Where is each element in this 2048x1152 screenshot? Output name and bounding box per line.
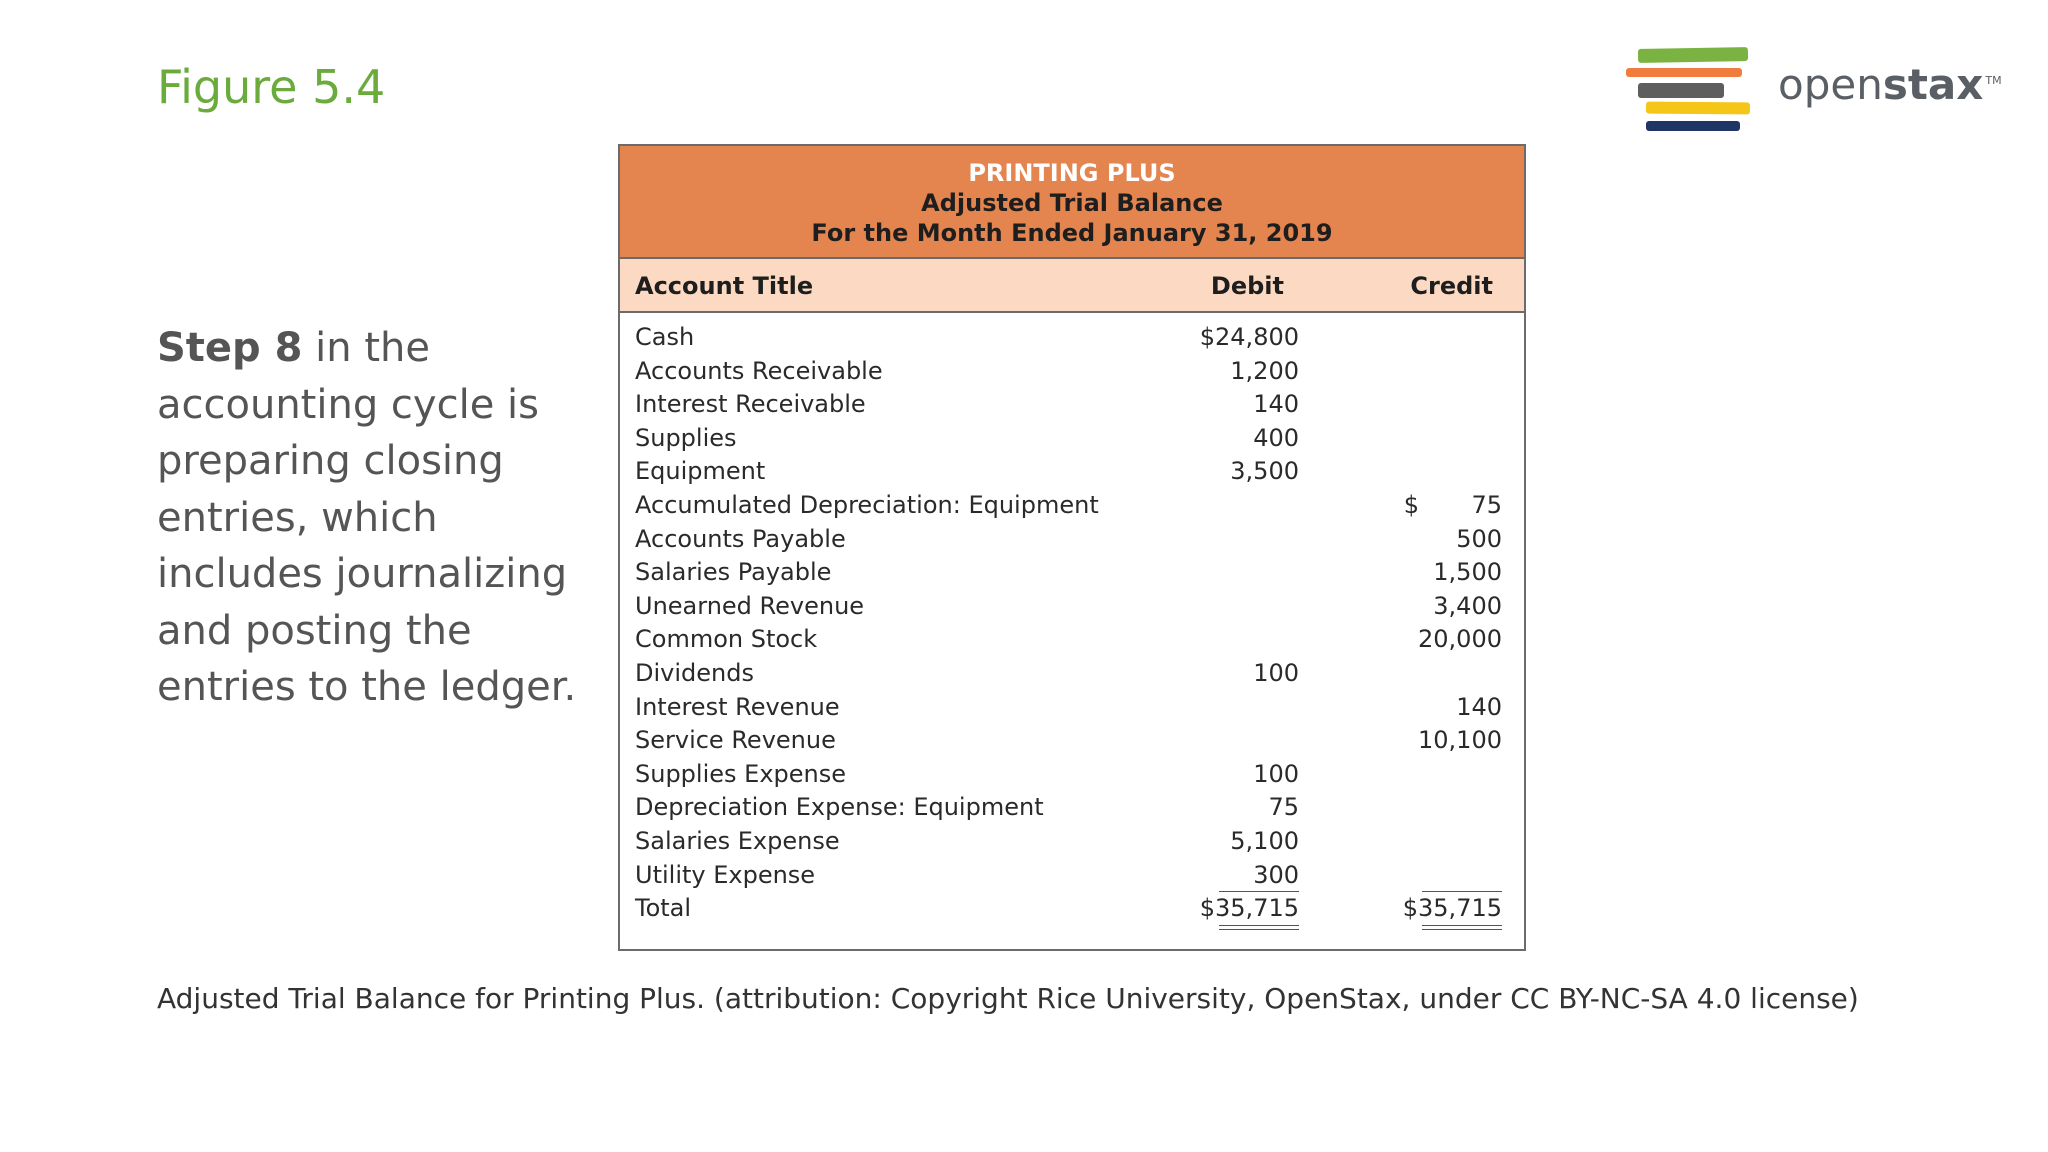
credit-cell: 10,100 <box>1418 726 1502 755</box>
account-title-cell: Salaries Expense <box>635 826 840 855</box>
table-body <box>620 313 1524 926</box>
credit-cell: 3,400 <box>1433 591 1502 620</box>
table-row <box>620 355 1524 389</box>
trial-balance-table <box>618 144 1526 951</box>
step-text: in the accounting cycle is preparing closing entries, which includes journalizing and posting the entries to the ledger. <box>157 325 577 710</box>
debit-cell: 100 <box>1253 759 1299 788</box>
account-title-cell: Interest Receivable <box>635 390 866 419</box>
logo-book-bar <box>1638 47 1748 63</box>
column-header-debit: Debit <box>1210 272 1284 300</box>
account-title-cell: Supplies <box>635 423 737 452</box>
debit-cell: $24,800 <box>1199 323 1299 351</box>
debit-subtotal-rule <box>1219 891 1299 892</box>
account-title-cell: Service Revenue <box>635 726 836 755</box>
logo-book-bar <box>1638 83 1724 98</box>
table-row <box>620 590 1524 624</box>
credit-dollar-sign: $ <box>1403 490 1419 519</box>
logo-text-bold: stax <box>1882 60 1984 109</box>
table-row <box>620 388 1524 422</box>
account-title-cell: Accounts Payable <box>635 524 846 553</box>
debit-cell: 300 <box>1253 860 1299 889</box>
table-row <box>620 691 1524 725</box>
table-row <box>620 657 1524 691</box>
table-row <box>620 556 1524 590</box>
statement-name: Adjusted Trial Balance <box>921 189 1223 217</box>
table-row <box>620 321 1524 355</box>
debit-total-double-rule <box>1219 925 1299 930</box>
figure-title: Figure 5.4 <box>157 60 386 114</box>
credit-cell: 500 <box>1456 524 1502 553</box>
account-title-cell: Accumulated Depreciation: Equipment <box>635 490 1099 519</box>
statement-period: For the Month Ended January 31, 2019 <box>811 219 1333 247</box>
account-title-cell: Unearned Revenue <box>635 591 865 620</box>
table-row <box>620 791 1524 825</box>
account-title-cell: Total <box>635 894 692 923</box>
logo-book-bar <box>1646 102 1750 115</box>
table-row <box>620 859 1524 893</box>
debit-cell: 1,200 <box>1230 356 1299 385</box>
debit-cell: 100 <box>1253 658 1299 687</box>
total-row <box>620 892 1524 926</box>
table-row <box>620 724 1524 758</box>
step-label: Step 8 <box>157 325 303 371</box>
credit-cell: 140 <box>1456 692 1502 721</box>
credit-total-double-rule <box>1422 925 1502 930</box>
account-title-cell: Interest Revenue <box>635 692 840 721</box>
credit-cell: 75 <box>1471 490 1502 519</box>
table-row <box>620 422 1524 456</box>
account-title-cell: Common Stock <box>635 625 818 654</box>
debit-cell: 140 <box>1253 390 1299 419</box>
debit-cell: $35,715 <box>1199 894 1299 923</box>
account-title-cell: Depreciation Expense: Equipment <box>635 793 1044 822</box>
credit-cell: 20,000 <box>1418 625 1502 654</box>
figure-caption: Adjusted Trial Balance for Printing Plus. (attribution: Copyright Rice University, OpenStax, under CC BY-NC-SA 4.0 license) <box>157 982 1859 1015</box>
account-title-cell: Cash <box>635 323 695 351</box>
table-row <box>620 758 1524 792</box>
openstax-wordmark <box>1778 60 2002 109</box>
logo-trademark: TM <box>1985 74 2002 87</box>
openstax-logo <box>1624 46 2004 136</box>
account-title-cell: Salaries Payable <box>635 558 832 587</box>
credit-cell: 1,500 <box>1433 558 1502 587</box>
account-title-cell: Accounts Receivable <box>635 356 883 385</box>
logo-book-bar <box>1626 68 1742 77</box>
account-title-cell: Utility Expense <box>635 860 816 889</box>
table-row <box>620 825 1524 859</box>
column-header-account-title: Account Title <box>635 272 814 300</box>
table-header <box>620 146 1524 259</box>
logo-book-bar <box>1646 121 1740 131</box>
account-title-cell: Equipment <box>635 457 766 486</box>
step-description <box>157 320 577 716</box>
table-row <box>620 489 1524 523</box>
column-header-credit: Credit <box>1410 272 1493 300</box>
table-row <box>620 523 1524 557</box>
table-row <box>620 455 1524 489</box>
debit-cell: 75 <box>1268 793 1299 822</box>
table-row <box>620 623 1524 657</box>
credit-cell: $35,715 <box>1402 894 1502 923</box>
openstax-books-icon <box>1624 46 1764 136</box>
credit-subtotal-rule <box>1422 891 1502 892</box>
column-header-row <box>620 259 1524 313</box>
debit-cell: 400 <box>1253 423 1299 452</box>
company-name: PRINTING PLUS <box>968 159 1176 187</box>
logo-text-light: open <box>1778 60 1883 109</box>
account-title-cell: Dividends <box>635 658 754 687</box>
debit-cell: 3,500 <box>1230 457 1299 486</box>
debit-cell: 5,100 <box>1230 826 1299 855</box>
account-title-cell: Supplies Expense <box>635 759 846 788</box>
